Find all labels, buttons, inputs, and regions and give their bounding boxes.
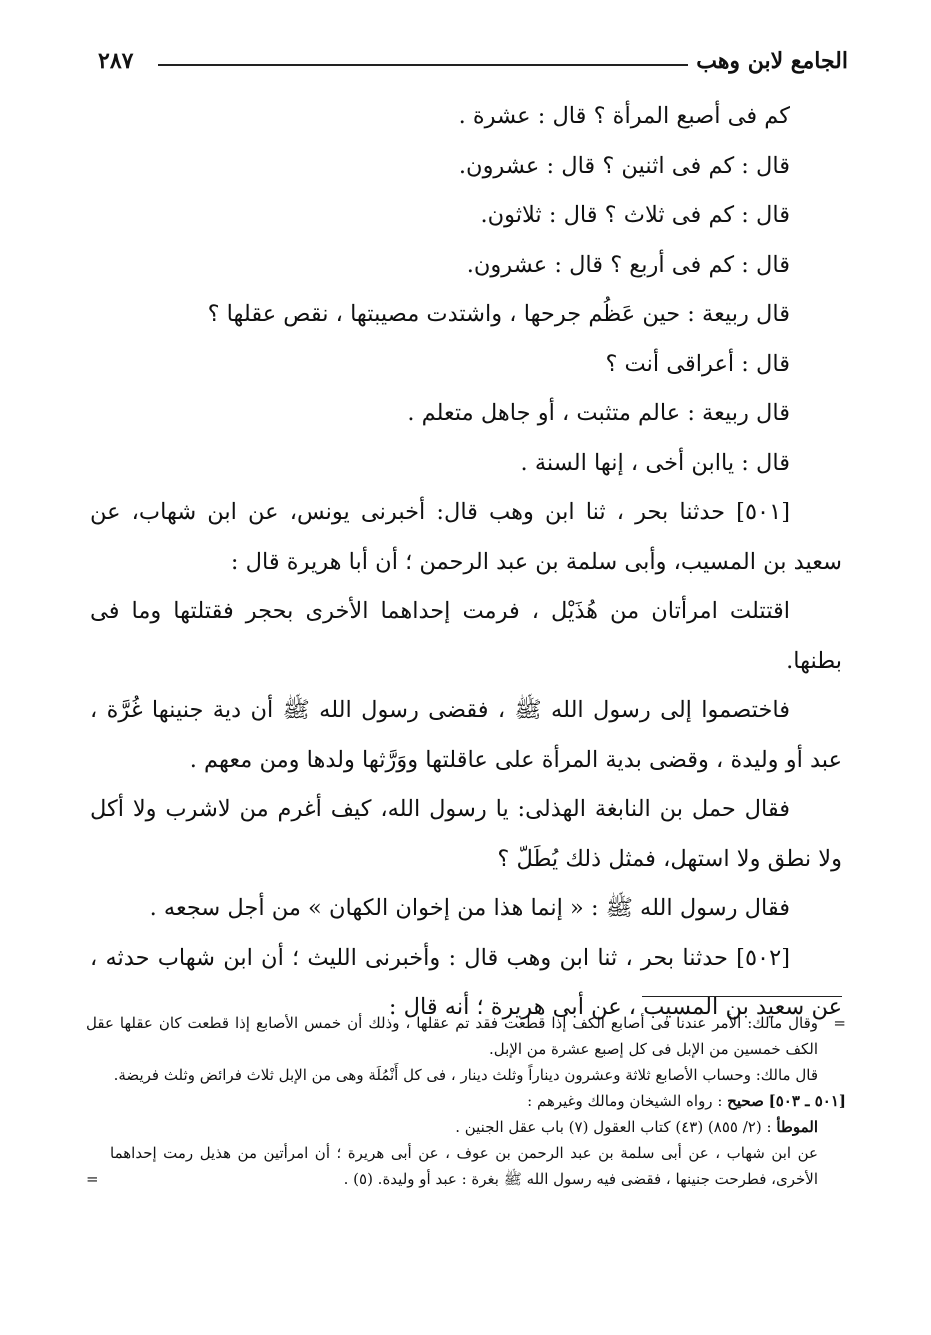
text-line-7: قال ربيعة : عالم متثبت ، أو جاهل متعلم .: [407, 400, 790, 426]
footnote-malik-2: قال مالك: وحساب الأصابع ثلاثة وعشرون ديناراً وثلث دينار ، فى كل أَنْمُلَة وهى من الإبل ثلاث فرائض وثلث فريضة.: [113, 1066, 818, 1084]
running-header: [98, 42, 848, 78]
text-line-8: قال : ياابن أخى ، إنها السنة .: [520, 449, 790, 476]
footnotes: [86, 1010, 846, 1192]
hadith-501: [٥٠١] حدثنا بحر ، ثنا ابن وهب قال: أخبرنى يونس، عن ابن شهاب، عن سعيد بن المسيب، وأبى سلمة بن عبد الرحمن ؛ أن أبا هريرة قال :: [90, 499, 842, 575]
continuation-mark: =: [833, 1014, 846, 1032]
hadith-501-narrative: اقتتلت امرأتان من هُذَيْل ، فرمت إحداهما الأخرى بحجر فقتلتها وما فى بطنها.: [90, 598, 842, 674]
footnote-rule: [642, 996, 842, 997]
footnote-grade: [86, 1088, 846, 1114]
main-text: [90, 92, 842, 1033]
text-line-3: قال : كم فى ثلاث ؟ قال : ثلاثون.: [480, 202, 790, 228]
footnote-malik-1: [86, 1010, 846, 1062]
footnote-malik-1-text: وقال مالك: الأمر عندنا فى أصابع الكف إذا قطعت فقد تم عقلها ، وذلك أن خمس الأصابع إذا قطعت كان عقلها عقل الكف خمسين من الإبل فى كل إصبع عشرة من الإبل.: [86, 1014, 818, 1058]
hadith-502: [٥٠٢] حدثنا بحر ، ثنا ابن وهب قال : وأخبرنى الليث ؛ أن ابن شهاب حدثه ، عن سعيد بن المسيب ، عن أبى هريرة ؛ أنه قال :: [90, 944, 842, 1020]
header-rule: [158, 64, 688, 66]
page-number: ٢٨٧: [98, 48, 134, 74]
text-line-6: قال : أعراقى أنت ؟: [605, 350, 790, 377]
running-title: الجامع لابن وهب: [696, 48, 848, 74]
text-line-4: قال : كم فى أربع ؟ قال : عشرون.: [466, 251, 790, 278]
hadith-501-reply: فقال رسول الله ﷺ : « إنما هذا من إخوان الكهان » من أجل سجعه .: [149, 895, 790, 921]
hadith-501-objection: فقال حمل بن النابغة الهذلى: يا رسول الله، كيف أغرم من لاشرب ولا أكل ولا نطق ولا استهل، فمثل ذلك يُطَلّ ؟: [90, 796, 842, 872]
hadith-501-judgment: فاختصموا إلى رسول الله ﷺ ، فقضى رسول الله ﷺ أن دية جنينها غُرَّة ، عبد أو وليدة ، وقضى بدية المرأة على عاقلتها ووَرَّثها ولدها ومن معهم .: [90, 697, 842, 773]
grade-word: صحيح: [727, 1092, 764, 1110]
muwatta-label: الموطأ: [776, 1118, 818, 1136]
muwatta-rest: : (٢/ ٨٥٥) (٤٣) كتاب العقول (٧) باب عقل الجنين .: [455, 1118, 772, 1136]
text-line-5: قال ربيعة : حين عَظُم جرحها ، واشتدت مصيبتها ، نقص عقلها ؟: [207, 301, 790, 327]
footnote-chain-text: عن ابن شهاب ، عن أبى سلمة بن عبد الرحمن بن عوف ، عن أبى هريرة ؛ أن امرأتين من هذيل رمت إحداهما الأخرى، فطرحت جنينها ، فقضى فيه رسول الله ﷺ بغرة : عبد أو وليدة. (٥) .: [110, 1144, 818, 1188]
text-line-1: كم فى أصبع المرأة ؟ قال : عشرة .: [458, 103, 790, 129]
grade-rest: : رواه الشيخان ومالك وغيرهم :: [527, 1092, 723, 1110]
footnote-muwatta: [86, 1114, 846, 1140]
text-line-2: قال : كم فى اثنين ؟ قال : عشرون.: [458, 152, 790, 179]
grade-ref: [٥٠١ ـ ٥٠٣]: [768, 1092, 846, 1110]
footnote-chain: [86, 1140, 846, 1192]
continuation-mark-end: =: [86, 1170, 99, 1188]
